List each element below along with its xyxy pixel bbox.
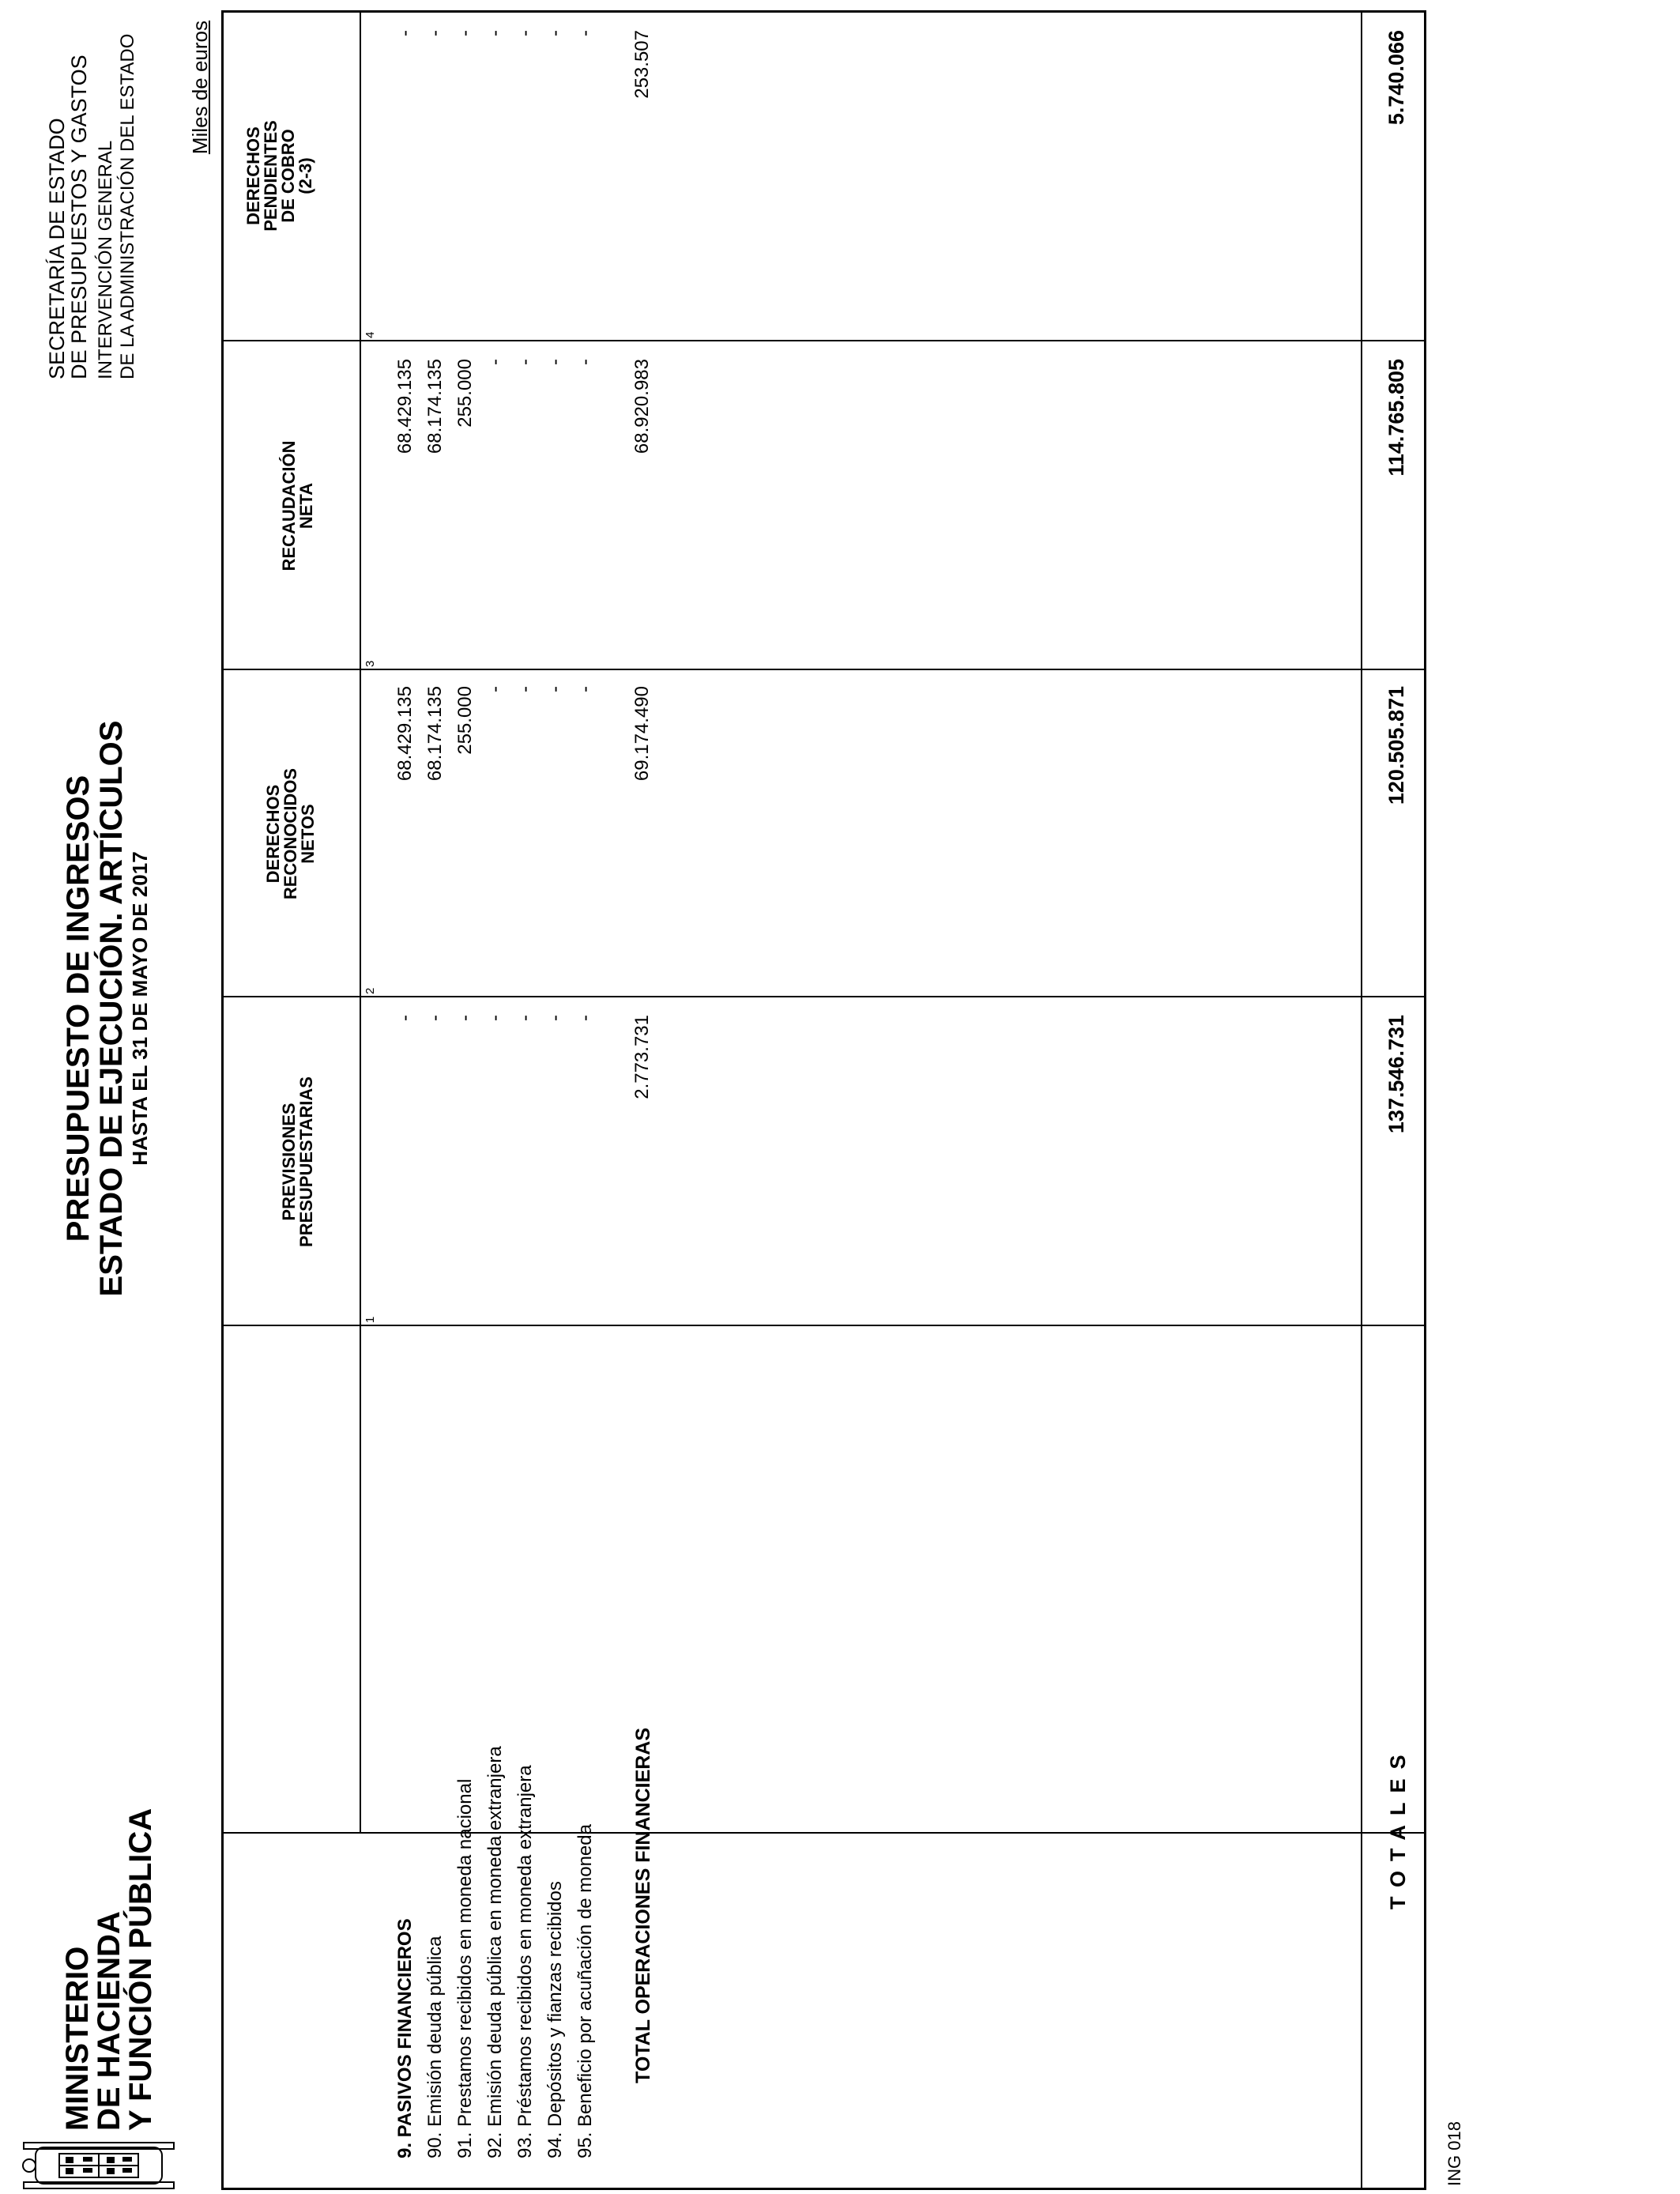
table-cell: - bbox=[424, 30, 446, 36]
table-cell: - bbox=[514, 30, 536, 36]
agency-header bbox=[46, 8, 139, 379]
totales-label: TOTALES bbox=[1386, 1745, 1410, 1909]
total-operaciones-recaudacion: 68.920.983 bbox=[631, 359, 653, 454]
ministry-line-2: DE HACIENDA bbox=[92, 1911, 126, 2131]
table-row-label: 93. Préstamos recibidos en moneda extranjera bbox=[514, 1765, 536, 2158]
header-divider bbox=[360, 10, 361, 1834]
table-cell: - bbox=[544, 1015, 566, 1021]
title-line-2: ESTADO DE EJECUCIÓN. ARTÍCULOS bbox=[94, 720, 129, 1297]
table-cell: 68.429.135 bbox=[394, 686, 416, 782]
column-header-recaudacion: RECAUDACIÓN NETA bbox=[279, 440, 316, 571]
table-cell: 68.174.135 bbox=[424, 359, 446, 454]
totales-recaudacion: 114.765.805 bbox=[1384, 359, 1408, 477]
column-header-derechos-reconocidos: DERECHOS RECONOCIDOS NETOS bbox=[263, 767, 318, 900]
column-divider bbox=[221, 1832, 1426, 1834]
table-row-label: 91. Prestamos recibidos en moneda nacional bbox=[454, 1778, 476, 2158]
table-cell: - bbox=[394, 30, 416, 36]
table-cell: 68.429.135 bbox=[394, 359, 416, 454]
table-row-label: 9. PASIVOS FINANCIEROS bbox=[394, 1918, 416, 2158]
total-operaciones-pendientes: 253.507 bbox=[631, 30, 653, 99]
total-operaciones-label: TOTAL OPERACIONES FINANCIERAS bbox=[632, 1727, 654, 2083]
table-row-label: 90. Emisión deuda pública bbox=[424, 1936, 446, 2158]
column-divider bbox=[221, 1325, 1426, 1326]
table-cell: - bbox=[514, 1015, 536, 1021]
title-line-3: HASTA EL 31 DE MAYO DE 2017 bbox=[128, 851, 152, 1166]
title-line-1: PRESUPUESTO DE INGRESOS bbox=[61, 775, 96, 1242]
ministry-name bbox=[62, 1720, 156, 2131]
secretaria-line-1: SECRETARÍA DE ESTADO bbox=[45, 118, 69, 379]
table-cell: - bbox=[574, 30, 596, 36]
table-cell: - bbox=[574, 686, 596, 692]
table-cell: 68.174.135 bbox=[424, 686, 446, 782]
column-header-pendientes: DERECHOS PENDIENTES DE COBRO (2-3) bbox=[243, 120, 315, 232]
table-cell: - bbox=[514, 686, 536, 692]
form-code: ING 018 bbox=[1445, 2121, 1464, 2186]
intervencion-line-1: INTERVENCIÓN GENERAL bbox=[95, 140, 116, 379]
table-cell: - bbox=[484, 359, 506, 365]
secretaria-line-2: DE PRESUPUESTOS Y GASTOS bbox=[67, 55, 91, 379]
table-cell: - bbox=[454, 1015, 476, 1021]
totals-divider bbox=[1361, 10, 1362, 2190]
coat-of-arms-icon bbox=[20, 2141, 178, 2190]
column-number: 4 bbox=[363, 331, 377, 338]
total-operaciones-previsiones: 2.773.731 bbox=[631, 1015, 653, 1099]
table-cell: 255.000 bbox=[454, 359, 476, 428]
column-number: 1 bbox=[363, 1316, 377, 1323]
table-cell: - bbox=[484, 30, 506, 36]
totales-previsiones: 137.546.731 bbox=[1384, 1015, 1408, 1134]
ministry-line-1: MINISTERIO bbox=[60, 1946, 95, 2131]
column-divider bbox=[221, 996, 1426, 997]
table-row-label: 95. Beneficio por acuñación de moneda bbox=[574, 1824, 596, 2158]
table-row-label: 94. Depósitos y fianzas recibidos bbox=[544, 1881, 566, 2158]
table-row-label: 92. Emisión deuda pública en moneda extranjera bbox=[484, 1746, 506, 2158]
document-title bbox=[62, 692, 152, 1325]
units-label: Miles de euros bbox=[188, 21, 212, 155]
totales-pendientes: 5.740.066 bbox=[1384, 30, 1408, 126]
ministry-line-3: Y FUNCIÓN PÚBLICA bbox=[123, 1808, 158, 2131]
table-cell: - bbox=[454, 30, 476, 36]
table-cell: - bbox=[574, 359, 596, 365]
table-cell: 255.000 bbox=[454, 686, 476, 755]
table-cell: - bbox=[424, 1015, 446, 1021]
table-cell: - bbox=[484, 686, 506, 692]
table-cell: - bbox=[544, 686, 566, 692]
table-cell: - bbox=[544, 30, 566, 36]
column-header-previsiones: PREVISIONES PRESUPUESTARIAS bbox=[279, 1076, 316, 1247]
column-number: 2 bbox=[363, 987, 377, 994]
total-operaciones-derechos: 69.174.490 bbox=[631, 686, 653, 782]
column-number: 3 bbox=[363, 660, 377, 667]
column-divider bbox=[221, 340, 1426, 341]
table-cell: - bbox=[574, 1015, 596, 1021]
table-cell: - bbox=[514, 359, 536, 365]
table-cell: - bbox=[544, 359, 566, 365]
table-cell: - bbox=[394, 1015, 416, 1021]
column-divider bbox=[221, 669, 1426, 670]
intervencion-line-2: DE LA ADMINISTRACIÓN DEL ESTADO bbox=[117, 33, 138, 379]
table-cell: - bbox=[484, 1015, 506, 1021]
totales-derechos: 120.505.871 bbox=[1384, 686, 1408, 805]
